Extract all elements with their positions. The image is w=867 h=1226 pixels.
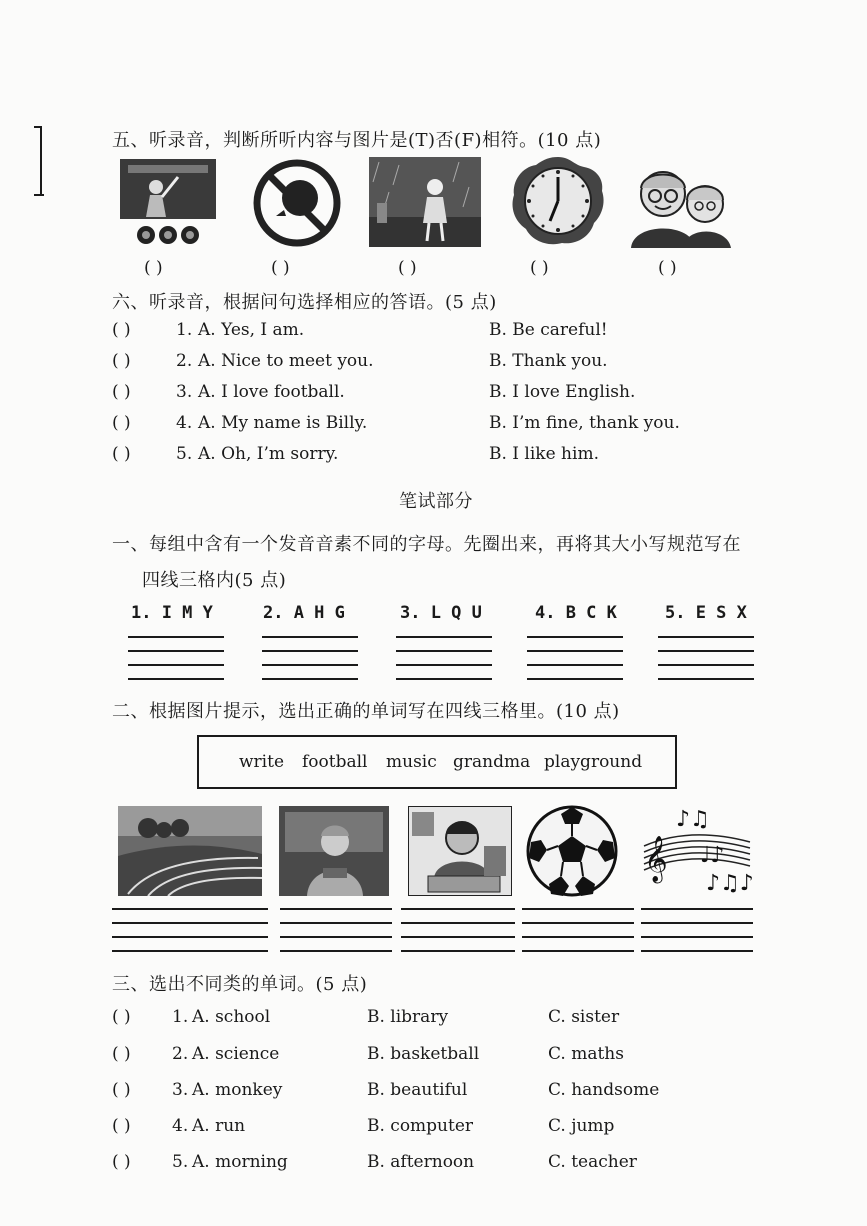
part2-heading: 二、根据图片提示，选出正确的单词写在四线三格里。(10 点) bbox=[112, 701, 620, 722]
word-bank-item: music bbox=[386, 752, 437, 772]
playground-track-icon bbox=[118, 806, 262, 896]
section6-option-a: A. Yes, I am. bbox=[198, 320, 305, 340]
part1-heading: 一、每组中含有一个发音音素不同的字母。先圈出来，再将其大小写规范写在 bbox=[112, 534, 741, 555]
section5-blank-2[interactable]: ( ) bbox=[271, 258, 290, 278]
section6-blank[interactable]: ( ) bbox=[112, 320, 131, 340]
football-icon bbox=[525, 804, 619, 898]
letter-group-5: 5. E S X bbox=[665, 603, 747, 623]
grandparents-icon bbox=[625, 162, 737, 248]
part3-option-a: A. monkey bbox=[192, 1080, 283, 1100]
section6-option-a: A. Nice to meet you. bbox=[198, 351, 374, 371]
music-notes-icon bbox=[640, 806, 756, 896]
letter-group-1: 1. I M Y bbox=[131, 603, 213, 623]
section6-option-a: A. My name is Billy. bbox=[198, 413, 368, 433]
four-line-grid[interactable] bbox=[641, 908, 753, 954]
part3-option-c: C. jump bbox=[548, 1116, 615, 1136]
part3-option-c: C. teacher bbox=[548, 1152, 637, 1172]
part3-option-a: A. morning bbox=[192, 1152, 288, 1172]
grandma-knitting-icon bbox=[279, 806, 389, 896]
four-line-grid[interactable] bbox=[262, 636, 358, 682]
svg-text:♪♫: ♪♫ bbox=[676, 807, 710, 832]
four-line-grid[interactable] bbox=[396, 636, 492, 682]
four-line-grid[interactable] bbox=[401, 908, 515, 954]
section6-option-b: B. I like him. bbox=[489, 444, 599, 464]
svg-text:♩♪: ♩♪ bbox=[700, 843, 725, 868]
part3-option-a: A. school bbox=[192, 1007, 271, 1027]
child-playing-icon bbox=[118, 155, 218, 247]
part3-number: 1. bbox=[172, 1007, 189, 1027]
section6-option-b: B. I’m fine, thank you. bbox=[489, 413, 680, 433]
part3-option-b: B. beautiful bbox=[367, 1080, 468, 1100]
written-part-title: 笔试部分 bbox=[399, 491, 473, 512]
no-talking-sign-icon bbox=[252, 158, 342, 248]
section6-heading: 六、听录音，根据问句选择相应的答语。(5 点) bbox=[112, 292, 497, 313]
section6-option-a: A. Oh, I’m sorry. bbox=[198, 444, 339, 464]
section5-heading: 五、听录音，判断所听内容与图片是(T)否(F)相符。(10 点) bbox=[112, 130, 602, 151]
section6-blank[interactable]: ( ) bbox=[112, 351, 131, 371]
four-line-grid[interactable] bbox=[112, 908, 268, 954]
part3-blank[interactable]: ( ) bbox=[112, 1080, 131, 1100]
boy-writing-icon bbox=[408, 806, 512, 896]
part3-blank[interactable]: ( ) bbox=[112, 1044, 131, 1064]
svg-text:♪♫♪: ♪♫♪ bbox=[706, 871, 754, 896]
section6-blank[interactable]: ( ) bbox=[112, 413, 131, 433]
part3-number: 3. bbox=[172, 1080, 189, 1100]
section6-number: 1. bbox=[176, 320, 193, 340]
part3-blank[interactable]: ( ) bbox=[112, 1007, 131, 1027]
word-bank-item: football bbox=[302, 752, 368, 772]
part3-option-b: B. afternoon bbox=[367, 1152, 475, 1172]
section6-number: 2. bbox=[176, 351, 193, 371]
four-line-grid[interactable] bbox=[128, 636, 224, 682]
section6-number: 5. bbox=[176, 444, 193, 464]
letter-group-4: 4. B C K bbox=[535, 603, 617, 623]
part3-option-b: B. basketball bbox=[367, 1044, 480, 1064]
section5-blank-5[interactable]: ( ) bbox=[658, 258, 677, 278]
section5-blank-1[interactable]: ( ) bbox=[144, 258, 163, 278]
part3-option-a: A. run bbox=[192, 1116, 246, 1136]
four-line-grid[interactable] bbox=[527, 636, 623, 682]
word-bank-item: write bbox=[239, 752, 285, 772]
part3-option-c: C. sister bbox=[548, 1007, 620, 1027]
clock-icon bbox=[510, 155, 606, 247]
word-bank-item: playground bbox=[544, 752, 643, 772]
part3-option-b: B. computer bbox=[367, 1116, 474, 1136]
four-line-grid[interactable] bbox=[658, 636, 754, 682]
part1-heading-cont: 四线三格内(5 点) bbox=[142, 570, 287, 591]
part3-number: 2. bbox=[172, 1044, 189, 1064]
section5-blank-3[interactable]: ( ) bbox=[398, 258, 417, 278]
binding-mark-tick bbox=[34, 194, 44, 196]
part3-blank[interactable]: ( ) bbox=[112, 1152, 131, 1172]
part3-option-a: A. science bbox=[192, 1044, 280, 1064]
section6-option-a: A. I love football. bbox=[198, 382, 345, 402]
svg-text:𝄞: 𝄞 bbox=[644, 836, 668, 882]
part3-option-b: B. library bbox=[367, 1007, 449, 1027]
section6-number: 4. bbox=[176, 413, 193, 433]
part3-option-c: C. handsome bbox=[548, 1080, 660, 1100]
section6-blank[interactable]: ( ) bbox=[112, 382, 131, 402]
part3-option-c: C. maths bbox=[548, 1044, 624, 1064]
letter-group-2: 2. A H G bbox=[263, 603, 345, 623]
section6-number: 3. bbox=[176, 382, 193, 402]
part3-blank[interactable]: ( ) bbox=[112, 1116, 131, 1136]
section6-option-b: B. Thank you. bbox=[489, 351, 608, 371]
four-line-grid[interactable] bbox=[522, 908, 634, 954]
binding-mark-top bbox=[40, 126, 42, 196]
girl-in-rain-icon bbox=[369, 157, 481, 247]
section6-option-b: B. Be careful! bbox=[489, 320, 608, 340]
letter-group-3: 3. L Q U bbox=[400, 603, 482, 623]
part3-number: 5. bbox=[172, 1152, 189, 1172]
binding-mark-tick2 bbox=[34, 126, 42, 128]
section5-blank-4[interactable]: ( ) bbox=[530, 258, 549, 278]
part3-number: 4. bbox=[172, 1116, 189, 1136]
section6-option-b: B. I love English. bbox=[489, 382, 636, 402]
section6-blank[interactable]: ( ) bbox=[112, 444, 131, 464]
word-bank-item: grandma bbox=[453, 752, 531, 772]
four-line-grid[interactable] bbox=[280, 908, 392, 954]
part3-heading: 三、选出不同类的单词。(5 点) bbox=[112, 974, 368, 995]
